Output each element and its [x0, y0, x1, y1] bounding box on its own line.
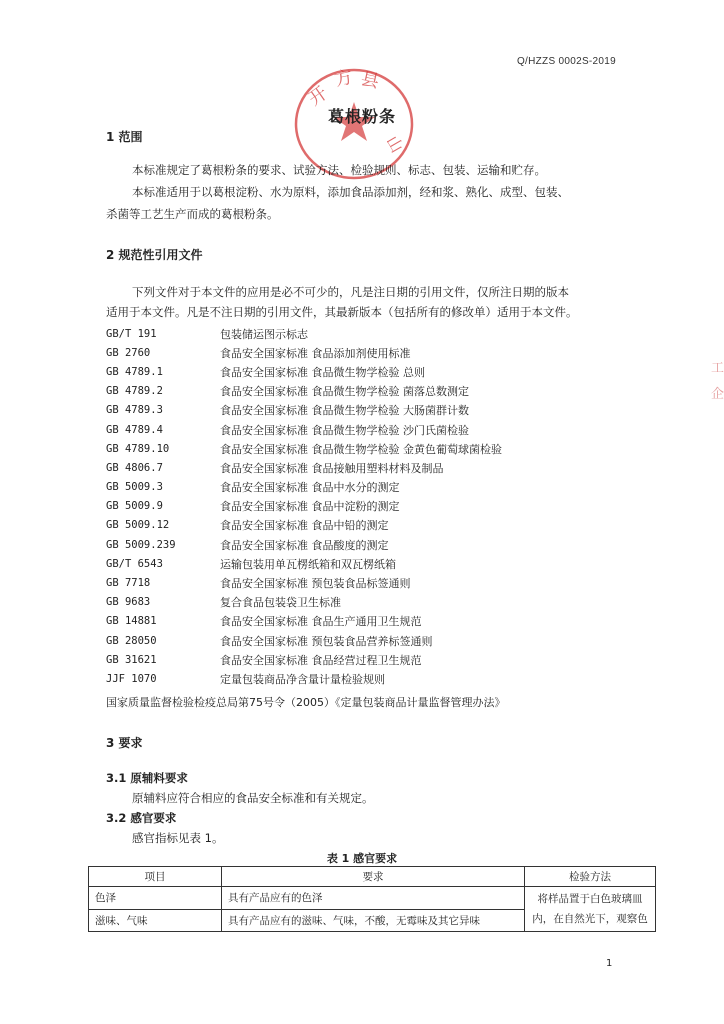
reference-title: 食品安全国家标准 食品微生物学检验 沙门氏菌检验: [220, 423, 469, 437]
reference-title: 食品安全国家标准 食品微生物学检验 大肠菌群计数: [220, 404, 469, 418]
reference-code: GB 4789.2: [106, 385, 163, 398]
document-title: 葛根粉条: [327, 107, 396, 126]
reference-title: 食品安全国家标准 食品接触用塑料材料及制品: [220, 461, 444, 475]
reference-title: 食品安全国家标准 食品酸度的测定: [220, 538, 389, 552]
table-row: [89, 887, 656, 910]
edge-stamp-fragment: [708, 352, 724, 432]
reference-title: 食品安全国家标准 食品添加剂使用标准: [220, 346, 411, 360]
reference-title: 食品安全国家标准 食品微生物学检验 菌落总数测定: [220, 385, 469, 399]
reference-title: 食品安全国家标准 食品中水分的测定: [220, 481, 400, 495]
reference-item: [106, 593, 626, 612]
sensory-requirements-table: [88, 866, 656, 932]
table-header-row: [89, 867, 656, 887]
section-2-paragraph-1b: 适用于本文件。凡是不注日期的引用文件，其最新版本（包括所有的修改单）适用于本文件。: [106, 305, 578, 319]
normative-references-list: [106, 324, 626, 689]
section-2-paragraph-1a: 下列文件对于本文件的应用是必不可少的，凡是注日期的引用文件，仅所注日期的版本: [132, 285, 569, 299]
reference-code: JJF 1070: [106, 672, 157, 685]
reference-code: GB 2760: [106, 346, 151, 359]
reference-item: [106, 631, 626, 650]
page-number: 1: [606, 958, 613, 969]
reference-code: GB 14881: [106, 615, 157, 628]
reference-code: GB 5009.239: [106, 538, 176, 551]
reference-code: GB 7718: [106, 577, 151, 590]
svg-text:县: 县: [358, 68, 381, 93]
reference-code: GB/T 191: [106, 327, 157, 340]
section-3-2-heading: 3.2 感官要求: [106, 811, 177, 825]
reference-item: [106, 554, 626, 573]
section-1-paragraph-2a: 本标准适用于以葛根淀粉、水为原料，添加食品添加剂，经和浆、熟化、成型、包装、: [132, 185, 569, 199]
reference-code: GB 4806.7: [106, 461, 163, 474]
section-1-paragraph-2b: 杀菌等工艺生产而成的葛根粉条。: [106, 207, 279, 221]
reference-code: GB 9683: [106, 596, 151, 609]
svg-text:企: 企: [711, 387, 724, 402]
regulation-reference: 国家质量监督检验检疫总局第75号令（2005）《定量包装商品计量监督管理办法》: [106, 696, 506, 709]
reference-item: [106, 650, 626, 669]
reference-title: 食品安全国家标准 食品微生物学检验 总则: [220, 365, 425, 379]
reference-code: GB 4789.1: [106, 365, 163, 378]
table-cell-method: [525, 887, 656, 932]
table-method-line-2: 内，在自然光下，观察色: [532, 913, 648, 925]
table-header-method: 检验方法: [525, 867, 656, 887]
reference-item: [106, 535, 626, 554]
reference-item: [106, 458, 626, 477]
standard-code: Q/HZZS 0002S-2019: [516, 56, 616, 67]
svg-text:山: 山: [382, 132, 407, 156]
reference-item: [106, 669, 626, 688]
table-header-requirement: 要求: [222, 867, 525, 887]
reference-code: GB 4789.4: [106, 423, 163, 436]
reference-title: 定量包装商品净含量计量检验规则: [220, 672, 385, 686]
reference-item: [106, 516, 626, 535]
reference-title: 运输包装用单瓦楞纸箱和双瓦楞纸箱: [220, 557, 396, 571]
table-1-caption: 表 1 感官要求: [326, 852, 398, 865]
table-cell-item: 滋味、气味: [89, 909, 222, 932]
reference-code: GB 31621: [106, 653, 157, 666]
reference-title: 食品安全国家标准 食品中淀粉的测定: [220, 500, 400, 514]
reference-code: GB 5009.9: [106, 500, 163, 513]
reference-item: [106, 497, 626, 516]
reference-title: 食品安全国家标准 食品生产通用卫生规范: [220, 615, 422, 629]
reference-title: 食品安全国家标准 食品微生物学检验 金黄色葡萄球菌检验: [220, 442, 502, 456]
table-cell-item: 色泽: [89, 887, 222, 910]
section-3-heading: 3 要求: [106, 736, 143, 750]
reference-title: 食品安全国家标准 预包装食品标签通则: [220, 577, 411, 591]
reference-item: [106, 573, 626, 592]
section-1-paragraph-1: 本标准规定了葛根粉条的要求、试验方法、检验规则、标志、包装、运输和贮存。: [132, 163, 546, 177]
reference-title: 包装储运图示标志: [220, 327, 308, 341]
table-header-item: 项目: [89, 867, 222, 887]
table-cell-requirement: 具有产品应有的色泽: [222, 887, 525, 910]
section-3-2-paragraph: 感官指标见表 1。: [132, 831, 224, 845]
section-2-heading: 2 规范性引用文件: [106, 248, 203, 262]
reference-code: GB 28050: [106, 634, 157, 647]
table-method-line-1: 将样品置于白色玻璃皿: [537, 893, 643, 905]
reference-item: [106, 401, 626, 420]
svg-text:开: 开: [304, 82, 332, 111]
reference-title: 食品安全国家标准 预包装食品营养标签通则: [220, 634, 433, 648]
reference-title: 食品安全国家标准 食品中铅的测定: [220, 519, 389, 533]
reference-code: GB 5009.12: [106, 519, 170, 532]
reference-item: [106, 612, 626, 631]
reference-code: GB 4789.10: [106, 442, 170, 455]
reference-code: GB 5009.3: [106, 481, 163, 494]
reference-item: [106, 382, 626, 401]
reference-item: [106, 324, 626, 343]
reference-title: 复合食品包装袋卫生标准: [220, 596, 341, 610]
reference-item: [106, 343, 626, 362]
reference-code: GB/T 6543: [106, 557, 163, 570]
table-cell-requirement: 具有产品应有的滋味、气味，不酸，无霉味及其它异味: [222, 909, 525, 932]
reference-code: GB 4789.3: [106, 404, 163, 417]
reference-item: [106, 439, 626, 458]
reference-title: 食品安全国家标准 食品经营过程卫生规范: [220, 653, 422, 667]
section-3-1-heading: 3.1 原辅料要求: [106, 771, 188, 785]
reference-item: [106, 478, 626, 497]
section-1-heading: 1 范围: [106, 130, 143, 144]
section-3-1-paragraph: 原辅料应符合相应的食品安全标准和有关规定。: [132, 791, 374, 805]
svg-text:工: 工: [711, 361, 724, 376]
reference-item: [106, 362, 626, 381]
reference-item: [106, 420, 626, 439]
svg-text:方: 方: [332, 66, 355, 91]
